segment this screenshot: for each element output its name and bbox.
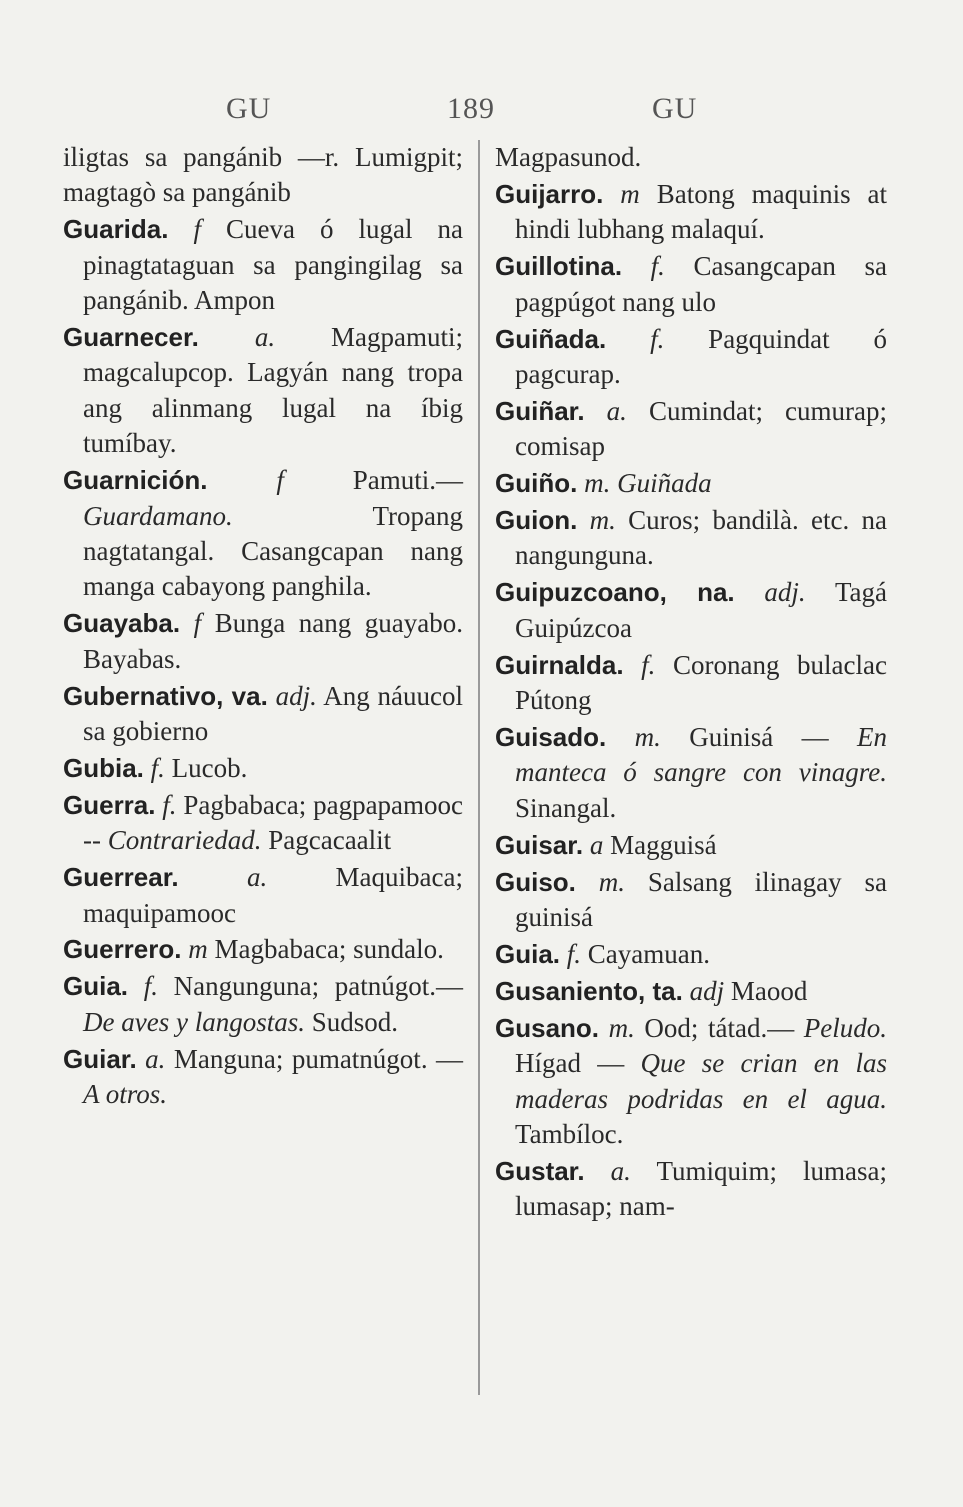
definition-text: Pagcacaalit — [268, 825, 392, 856]
grammar-label: a. — [610, 1155, 631, 1186]
definition-text: Tumiquim; lumasa; lumasap; nam- — [515, 1155, 888, 1222]
headword: Guerra. — [63, 789, 156, 820]
headword: Gustar. — [495, 1155, 585, 1186]
headword: Guarnecer. — [63, 322, 199, 353]
definition-text: iligtas sa pangánib —r. Lumigpit; magtagò sa pangánib — [63, 142, 463, 208]
headword: Guipuzcoano, na. — [495, 577, 735, 608]
dictionary-entry — [495, 720, 887, 826]
dictionary-entry — [495, 1154, 887, 1225]
headword: Guion. — [495, 505, 578, 536]
dictionary-entry — [495, 828, 887, 863]
headword: Guijarro. — [495, 178, 604, 209]
dictionary-entry — [495, 648, 887, 719]
grammar-label: adj — [689, 975, 725, 1006]
column-divider — [478, 140, 480, 1395]
definition-text: Sinangal. — [515, 792, 617, 823]
grammar-label: m. — [598, 866, 625, 897]
italic-note: Guardamano. — [83, 500, 233, 531]
dictionary-entry — [495, 575, 887, 646]
page-number: 189 — [447, 92, 495, 125]
dictionary-entry — [63, 320, 463, 462]
dictionary-entry — [63, 969, 463, 1040]
italic-note: Que se crian en las maderas podridas en el agua. — [515, 1048, 888, 1114]
definition-text: Nangunguna; patnúgot.— — [173, 971, 463, 1002]
grammar-label: f. — [150, 752, 165, 783]
headword: Gubia. — [63, 752, 144, 783]
headword: Guirnalda. — [495, 649, 624, 680]
definition-text: Manguna; pumatnúgot. — — [173, 1043, 464, 1074]
headword: Guiar. — [63, 1043, 137, 1074]
definition-text: Magguisá — [610, 829, 717, 860]
definition-text: Cayamuan. — [587, 938, 710, 969]
dictionary-entry — [63, 679, 463, 750]
definition-text: Sudsod. — [311, 1006, 398, 1037]
grammar-label: a. — [254, 322, 276, 353]
italic-note: De aves y langostas. — [83, 1006, 305, 1037]
definition-text: Batong maquinis at hindi lubhang malaquí. — [515, 178, 888, 245]
definition-text: Lucob. — [171, 752, 248, 783]
grammar-label: f. — [143, 971, 158, 1002]
grammar-label: a — [589, 829, 604, 860]
headword: Guisado. — [495, 722, 607, 752]
italic-note: Peludo. — [803, 1012, 888, 1043]
dictionary-entry — [495, 466, 887, 501]
dictionary-entry — [495, 322, 887, 393]
grammar-label: f. — [650, 251, 665, 282]
grammar-label: f — [193, 608, 202, 639]
grammar-label: adj. — [764, 577, 806, 608]
headword: Guia. — [495, 938, 561, 969]
dictionary-entry — [495, 503, 887, 574]
definition-text: Magbabaca; sundalo. — [214, 934, 444, 965]
definition-text: Bunga nang guayabo. Bayabas. — [83, 608, 464, 674]
grammar-label: a. — [606, 395, 627, 426]
definition-text: Coronang bulaclac Pútong — [515, 649, 887, 716]
definition-text: Cueva ó lugal na pinagtataguan sa pangingilag sa pangánib. Ampon — [83, 214, 464, 316]
grammar-label: m — [620, 178, 640, 209]
definition-text: Casangcapan sa pagpúgot nang ulo — [515, 251, 887, 317]
dictionary-entry — [63, 606, 463, 677]
headword: Guillotina. — [495, 251, 623, 282]
headword: Guarnición. — [63, 465, 208, 496]
headword: Guiño. — [495, 468, 578, 499]
dictionary-entry — [63, 463, 463, 605]
headword: Gusaniento, ta. — [495, 975, 683, 1006]
dictionary-entry — [495, 394, 887, 465]
definition-text: Maquibaca; maquipamooc — [83, 862, 463, 928]
definition-text: Magpasunod. — [495, 142, 642, 172]
grammar-label: f. — [641, 649, 656, 680]
definition-text: Guinisá — — [689, 722, 829, 752]
dictionary-entry — [495, 1011, 887, 1153]
italic-note: A otros. — [83, 1079, 168, 1110]
definition-text: Ood; tátad.— — [644, 1012, 795, 1043]
dictionary-entry — [495, 140, 887, 175]
left-column — [63, 140, 463, 1114]
definition-text: Salsang ilinagay sa guinisá — [515, 866, 887, 933]
headword: Gusano. — [495, 1012, 600, 1043]
grammar-label: m. — [589, 505, 616, 536]
headword: Guiñar. — [495, 395, 585, 426]
grammar-label: f — [193, 214, 202, 245]
headword: Guia. — [63, 971, 129, 1002]
headword: Guerrear. — [63, 862, 179, 893]
dictionary-entry — [495, 865, 887, 936]
italic-note: Guiñada — [617, 468, 712, 499]
headword: Gubernativo, va. — [63, 680, 268, 711]
grammar-label: m. — [608, 1012, 635, 1043]
grammar-label: f. — [162, 789, 177, 820]
dictionary-entry — [63, 751, 463, 786]
grammar-label: m. — [634, 722, 661, 752]
definition-text: Cumindat; cumurap; comisap — [515, 395, 888, 462]
grammar-label: f — [276, 465, 284, 496]
right-column — [495, 140, 887, 1226]
definition-text: Tropang nagtatangal. Casangcapan nang manga cabayong panghila. — [83, 500, 463, 602]
headword: Guayaba. — [63, 608, 181, 639]
dictionary-entry — [495, 249, 887, 320]
headword: Guiso. — [495, 866, 576, 897]
italic-note: Contrariedad. — [107, 825, 262, 856]
dictionary-entry — [63, 212, 463, 318]
dictionary-entry — [63, 140, 463, 211]
grammar-label: f. — [650, 323, 665, 354]
definition-text: Pagbabaca; pagpapamooc -- — [83, 789, 464, 856]
grammar-label: m — [188, 934, 208, 965]
dictionary-entry — [63, 1042, 463, 1113]
grammar-label: f. — [566, 938, 582, 969]
definition-text: Pamuti.— — [352, 465, 463, 496]
italic-note: En manteca ó sangre con vinagre. — [515, 722, 887, 788]
dictionary-entry — [495, 177, 887, 248]
dictionary-entry — [495, 937, 887, 972]
dictionary-entry — [495, 974, 887, 1009]
dictionary-entry — [63, 788, 463, 859]
definition-text: Ang náuucol sa gobierno — [83, 680, 464, 746]
grammar-label: adj. — [275, 680, 317, 711]
grammar-label: a. — [246, 862, 268, 893]
definition-text: Maood — [730, 975, 808, 1006]
header-right-guide: GU — [652, 92, 698, 125]
grammar-label: m. — [584, 468, 611, 499]
dictionary-entry — [63, 932, 463, 967]
definition-text: Curos; bandilà. etc. na nangunguna. — [515, 505, 887, 571]
headword: Guerrero. — [63, 934, 182, 965]
headword: Guiñada. — [495, 323, 607, 354]
definition-text: Hígad — — [515, 1048, 625, 1079]
definition-text: Pagquindat ó pagcurap. — [515, 323, 887, 389]
headword: Guisar. — [495, 829, 584, 860]
dictionary-entry — [63, 860, 463, 931]
definition-text: Tagá Guipúzcoa — [515, 577, 888, 643]
definition-text: Tambíloc. — [515, 1118, 624, 1149]
header-left-guide: GU — [226, 92, 272, 125]
headword: Guarida. — [63, 214, 169, 245]
grammar-label: a. — [145, 1043, 166, 1074]
definition-text: Magpamuti; magcalupcop. Lagyán nang tropa ang alinmang lugal na íbig tumíbay. — [83, 322, 463, 459]
